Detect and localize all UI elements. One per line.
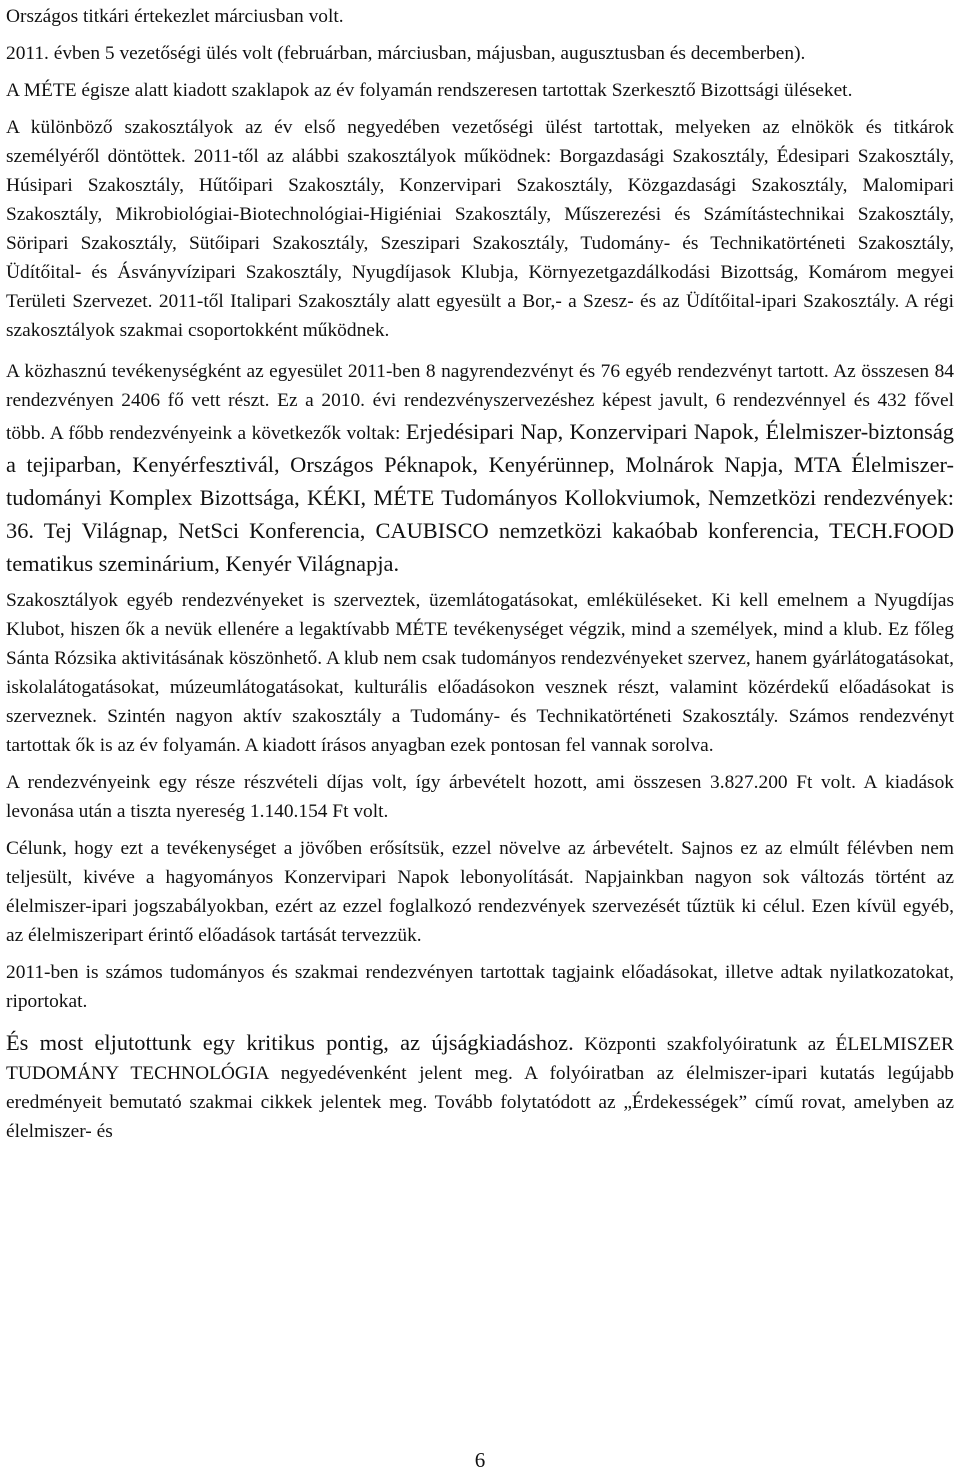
paragraph-ujsagkiadas	[6, 1026, 954, 1146]
document-page	[6, 0, 954, 1146]
paragraph-rendezvenyek	[6, 357, 954, 580]
paragraph-szakosztalyok: A különböző szakosztályok az év első negyedében vezetőségi ülést tartottak, melyeken az elnökök és titkárok személyéről döntöttek. 2011-től az alábbi szakosztályok működnek: Borgazdasági Szakosztály, Édesipari Szakosztály, Húsipari Szakosztály, Hűtőipari Szakosztály, Konzervipari Szakosztály, Közgazdasági Szakosztály, Malomipari Szakosztály, Mikrobiológiai-Biotechnológiai-Higiéniai Szakosztály, Műszerezési és Számítástechnikai Szakosztály, Söripari Szakosztály, Sütőipari Szakosztály, Szeszipari Szakosztály, Tudomány- és Technikatörténeti Szakosztály, Üdítőital- és Ásványvízipari Szakosztály, Nyugdíjasok Klubja, Környezetgazdálkodási Bizottság, Komárom megyei Területi Szervezet. 2011-től Italipari Szakosztály alatt egyesült a Bor,- a Szesz- és az Üdítőital-ipari Szakosztály. A régi szakosztályok szakmai csoportokként működnek.	[6, 117, 954, 341]
paragraph-szerkeszto-bizottsag: A MÉTE égisze alatt kiadott szaklapok az év folyamán rendszeresen tartottak Szerkesztő Bizottsági üléseket.	[6, 80, 853, 101]
paragraph-egyeb-rendezvenyek: Szakosztályok egyéb rendezvényeket is szerveztek, üzemlátogatásokat, emléküléseket. Ki kell emelnem a Nyugdíjas Klubot, hiszen ők a nevük ellenére a legaktívabb MÉTE tevékenységet végzik, mind a személyek, mind a klub. Ez főleg Sánta Rózsika aktivitásának köszönhető. A klub nem csak tudományos rendezvényeket szervez, hanem gyárlátogatásokat, iskolalátogatásokat, múzeumlátogatásokat, kulturális előadásokon vesznek részt, valamint közérdekű előadásokat is szerveznek. Szintén nagyon aktív szakosztály a Tudomány- és Technikatörténeti Szakosztály. Számos rendezvényt tartottak ők is az év folyamán. A kiadott írásos anyagban ezek pontosan fel vannak sorolva.	[6, 590, 954, 756]
paragraph-celunk: Célunk, hogy ezt a tevékenységet a jövőben erősítsük, ezzel növelve az árbevételt. Sajnos ez az elmúlt félévben nem teljesült, kivéve a hagyományos Konzervipari Napok lebonyolítását. Napjainkban nagyon sok változás történt az élelmiszer-ipari jogszabályokban, ezért az ezzel foglalkozó rendezvények szervezését tűztük ki célul. Ezen kívül egyéb, az élelmiszeripart érintő előadások tartását tervezzük.	[6, 838, 954, 946]
paragraph-rendezvenyek-list: Erjedésipari Nap, Konzervipari Napok, Élelmiszer-biztonság a tejiparban, Kenyérfesztivál, Országos Péknapok, Kenyérünnep, Molnárok Napja, MTA Élelmiszer-tudományi Komplex Bizottsága, KÉKI, MÉTE Tudományos Kollokviumok, Nemzetközi rendezvények: 36. Tej Világnap, NetSci Konferencia, CAUBISCO nemzetközi kakaóbab konferencia, TECH.FOOD tematikus szeminárium, Kenyér Világnapja.	[6, 419, 954, 576]
page-number: 6	[474, 1448, 486, 1472]
paragraph-eloadasok: 2011-ben is számos tudományos és szakmai rendezvényen tartottak tagjaink előadásokat, illetve adtak nyilatkozatokat, riportokat.	[6, 962, 954, 1012]
paragraph-rendezvenyek-intro: A közhasznú tevékenységként az egyesület 2011-ben 8 nagyrendezvényt és 76 egyéb rendezvényt tartott. Az összesen 84 rendezvényen 2406 fő vett részt. Ez a 2010. évi rendezvényszervezéshez képest javult, 6 rendezvénnyel és 432 fővel több. A főbb rendezvényeink a következők voltak:	[6, 361, 954, 444]
paragraph-titkari-ertekezlet: Országos titkári értekezlet márciusban volt.	[6, 6, 344, 27]
paragraph-vezetosegi-ulesek: 2011. évben 5 vezetőségi ülés volt (februárban, márciusban, májusban, augusztusban és decemberben).	[6, 43, 806, 64]
paragraph-ujsagkiadas-body: Központi szakfolyóiratunk az ÉLELMISZER TUDOMÁNY TECHNOLÓGIA negyedévenként jelent meg. A folyóiratban az élelmiszer-ipari kutatás legújabb eredményeit bemutató szakmai cikkek jelentek meg. Tovább folytatódott az „Érdekességek” című rovat, amelyben az élelmiszer- és	[6, 1034, 954, 1142]
paragraph-arbevetel: A rendezvényeink egy része részvételi díjas volt, így árbevételt hozott, ami összesen 3.827.200 Ft volt. A kiadások levonása után a tiszta nyereség 1.140.154 Ft volt.	[6, 772, 954, 822]
paragraph-ujsagkiadas-lead: És most eljutottunk egy kritikus pontig, az újságkiadáshoz.	[6, 1030, 574, 1055]
